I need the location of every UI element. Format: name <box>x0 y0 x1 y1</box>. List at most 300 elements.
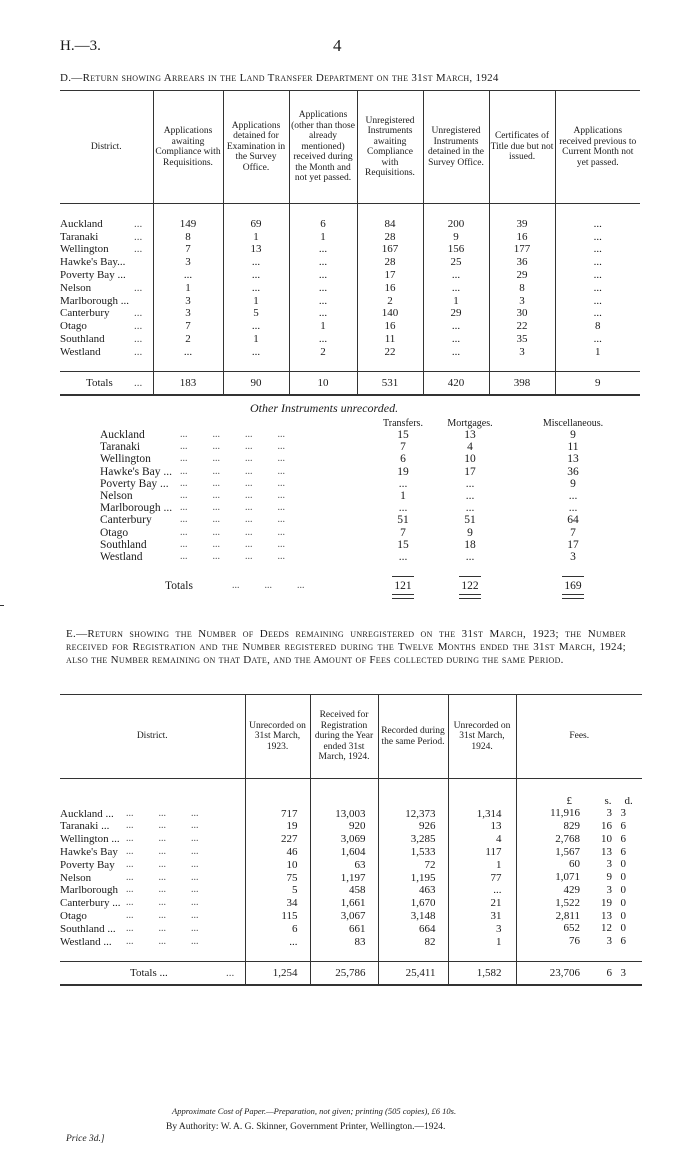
fee-pounds: 76 <box>569 935 580 948</box>
leader-dots: ... ... ... <box>126 910 199 922</box>
value-cell: 19 <box>245 820 310 833</box>
spacer-cell <box>245 948 310 961</box>
district-cell <box>60 320 153 333</box>
table-row <box>60 935 642 948</box>
leader-dots: ... <box>134 230 143 243</box>
leader-dots: ... ... ... ... <box>180 526 285 538</box>
value-cell: 46 <box>245 846 310 859</box>
district-cell <box>60 833 245 846</box>
value-cell: 156 <box>423 243 489 256</box>
value-cell: 117 <box>448 846 516 859</box>
value-cell: 1 <box>153 281 223 294</box>
other-value: 3 <box>570 551 576 563</box>
spacer-cell <box>223 358 289 371</box>
other-value: 15 <box>397 429 409 441</box>
leader-dots: ... ... ... ... <box>180 477 285 489</box>
leader-dots: ... ... ... <box>126 935 199 947</box>
value-cell: 21 <box>448 897 516 910</box>
value-cell: 28 <box>357 256 423 269</box>
double-rule <box>562 594 584 595</box>
document-code: H.—3. <box>60 38 101 54</box>
fee-pence: 0 <box>620 896 626 909</box>
cost-note: Approximate Cost of Paper.—Preparation, not given; printing (505 copies), £6 10s. <box>172 1106 457 1116</box>
value-cell: 36 <box>489 256 555 269</box>
other-total: 169 <box>564 580 582 592</box>
value-cell: ... <box>289 281 357 294</box>
total-cell: 10 <box>289 372 357 396</box>
value-cell: 8 <box>489 281 555 294</box>
total-cell: 531 <box>357 372 423 396</box>
value-cell: 13 <box>223 243 289 256</box>
value-cell: 29 <box>489 269 555 282</box>
other-value: 10 <box>464 453 476 466</box>
value-cell: 661 <box>310 922 378 935</box>
fee-pounds: 1,522 <box>555 896 580 909</box>
value-cell: ... <box>289 256 357 269</box>
value-cell: 6 <box>245 922 310 935</box>
district-name: Taranaki ... <box>60 820 110 833</box>
value-cell: 35 <box>489 333 555 346</box>
other-value: ... <box>465 490 475 502</box>
value-cell: ... <box>555 269 640 282</box>
district-name: Auckland <box>60 217 103 230</box>
spacer-cell <box>289 204 357 218</box>
section-e-title: E.—Return showing the Number of Deeds remaining unregistered on the 31st March, 1923; the Number received for Registration and the Number registered during the Twelve Months ended the 31st March, 1924; also the Number remaining on that Date, and the Amount of Fees collected during the same Period. <box>66 628 626 666</box>
other-district: Marlborough ... <box>100 502 173 515</box>
other-district: Poverty Bay ... <box>100 477 169 490</box>
deeds-header-row <box>60 695 642 779</box>
value-cell: 29 <box>423 307 489 320</box>
value-cell: 30 <box>489 307 555 320</box>
district-cell <box>60 345 153 358</box>
table-row <box>60 307 640 320</box>
district-cell <box>60 858 245 871</box>
district-name: Otago <box>60 320 87 333</box>
district-cell <box>60 307 153 320</box>
total-cell: 183 <box>153 372 223 396</box>
totals-row <box>60 372 640 396</box>
table-row <box>60 281 640 294</box>
table-row <box>60 833 642 846</box>
value-cell: 75 <box>245 871 310 884</box>
arrears-table <box>60 90 640 396</box>
value-cell: 10 <box>245 858 310 871</box>
fee-pence: 0 <box>620 871 626 884</box>
double-rule <box>459 598 481 599</box>
district-cell <box>60 820 245 833</box>
value-cell: ... <box>448 884 516 897</box>
value-cell: 13 <box>448 820 516 833</box>
spacer-cell <box>357 204 423 218</box>
leader-dots: ... ... ... ... <box>180 514 285 526</box>
value-cell: 1,195 <box>378 871 448 884</box>
totals-label-cell <box>60 372 153 396</box>
fee-shillings: 10 <box>601 832 612 845</box>
value-cell: 3,148 <box>378 910 448 923</box>
value-cell: 3 <box>489 345 555 358</box>
authority-line: By Authority: W. A. G. Skinner, Government Printer, Wellington.—1924. <box>166 1122 446 1132</box>
table-row <box>60 230 640 243</box>
spacer-cell <box>153 204 223 218</box>
total-cell: 1,582 <box>448 961 516 985</box>
table-row <box>60 269 640 282</box>
leader-dots: ... ... ... ... <box>180 538 285 550</box>
fees-total-cell <box>516 961 642 985</box>
district-cell <box>60 230 153 243</box>
spacer-cell <box>60 358 153 371</box>
district-cell <box>60 935 245 948</box>
other-value: ... <box>568 502 578 515</box>
district-cell <box>60 897 245 910</box>
district-name: Canterbury ... <box>60 897 121 910</box>
value-cell: 664 <box>378 922 448 935</box>
value-cell: 3 <box>448 922 516 935</box>
value-cell: 84 <box>357 218 423 231</box>
value-cell: 167 <box>357 243 423 256</box>
spacer-row <box>60 358 640 371</box>
other-instruments-title: Other Instruments unrecorded. <box>250 401 399 415</box>
value-cell: 7 <box>153 243 223 256</box>
table-row <box>60 345 640 358</box>
spacer-cell <box>516 779 642 795</box>
value-cell: 1,314 <box>448 807 516 820</box>
spacer-cell <box>448 779 516 795</box>
other-value: ... <box>568 490 578 502</box>
value-cell: 2 <box>357 294 423 307</box>
spacer-cell <box>423 358 489 371</box>
district-name: Marlborough <box>60 884 119 897</box>
deeds-col-header: Unrecorded on 31st March, 1923. <box>245 695 310 779</box>
value-cell: 115 <box>245 910 310 923</box>
fee-shillings: 16 <box>601 820 612 833</box>
deeds-col-header: Fees. <box>516 695 642 779</box>
value-cell: 2 <box>153 333 223 346</box>
value-cell: 8 <box>555 320 640 333</box>
fee-pounds: 2,811 <box>555 909 580 922</box>
section-d-title: D.—Return showing Arrears in the Land Transfer Department on the 31st March, 1924 <box>60 72 499 84</box>
other-value: 19 <box>397 465 409 478</box>
value-cell: 83 <box>310 935 378 948</box>
leader-dots: ... <box>134 281 143 294</box>
spacer-cell <box>378 779 448 795</box>
fee-pounds: 1,567 <box>555 845 580 858</box>
value-cell: 1 <box>223 294 289 307</box>
value-cell: ... <box>223 269 289 282</box>
fee-unit: s. <box>604 794 612 807</box>
value-cell: 3 <box>489 294 555 307</box>
value-cell: 22 <box>489 320 555 333</box>
value-cell: 7 <box>153 320 223 333</box>
fees-cell <box>516 858 642 871</box>
spacer-cell <box>223 204 289 218</box>
value-cell: 11 <box>357 333 423 346</box>
district-name: Auckland ... <box>60 807 114 820</box>
other-district: Nelson <box>100 490 133 502</box>
fee-pence: 6 <box>620 845 626 858</box>
arrears-col-header: Applications detained for Examination in the Survey Office. <box>223 91 289 204</box>
spacer-cell <box>555 358 640 371</box>
other-value: 7 <box>400 441 406 454</box>
district-cell <box>60 256 153 269</box>
spacer-cell <box>60 948 245 961</box>
value-cell: ... <box>289 269 357 282</box>
other-value: 51 <box>464 514 476 527</box>
value-cell: ... <box>153 345 223 358</box>
other-value: 7 <box>400 526 406 539</box>
value-cell: 31 <box>448 910 516 923</box>
sum-rule <box>562 576 584 577</box>
leader-dots: ... ... ... <box>126 833 199 845</box>
spacer-cell <box>310 948 378 961</box>
spacer-row <box>60 204 640 218</box>
other-col-header: Mortgages. <box>447 418 493 429</box>
value-cell: 5 <box>245 884 310 897</box>
other-value: 11 <box>567 441 579 454</box>
fee-pence: 0 <box>620 858 626 871</box>
other-district: Otago <box>100 526 129 539</box>
value-cell: 717 <box>245 807 310 820</box>
arrears-col-header: Applications received previous to Current Month not yet passed. <box>555 91 640 204</box>
other-value: 4 <box>467 441 473 454</box>
fee-pence: 0 <box>620 909 626 922</box>
empty-cell <box>448 795 516 808</box>
fees-cell <box>516 820 642 833</box>
value-cell: 1 <box>289 320 357 333</box>
arrears-header-row <box>60 91 640 204</box>
spacer-cell <box>448 948 516 961</box>
leader-dots: ... <box>134 345 143 358</box>
spacer-cell <box>357 358 423 371</box>
value-cell: 3,067 <box>310 910 378 923</box>
other-value: ... <box>465 477 475 490</box>
other-value: ... <box>465 551 475 563</box>
value-cell: 72 <box>378 858 448 871</box>
value-cell: 16 <box>357 320 423 333</box>
value-cell: 1 <box>555 345 640 358</box>
other-value: ... <box>465 502 475 515</box>
district-cell <box>60 807 245 820</box>
sum-rule <box>459 576 481 577</box>
value-cell: 28 <box>357 230 423 243</box>
value-cell: ... <box>423 320 489 333</box>
value-cell: 1 <box>448 858 516 871</box>
other-value: 9 <box>467 526 473 539</box>
value-cell: 2 <box>289 345 357 358</box>
other-totals-label: Totals <box>165 580 193 592</box>
value-cell: ... <box>289 243 357 256</box>
other-value: 17 <box>567 538 579 551</box>
deeds-col-header: Unrecorded on 31st March, 1924. <box>448 695 516 779</box>
spacer-cell <box>60 204 153 218</box>
fee-pounds: 829 <box>563 820 580 833</box>
leader-dots: ... ... ... <box>232 580 305 591</box>
value-cell: 177 <box>489 243 555 256</box>
arrears-col-header: Applications awaiting Compliance with Requisitions. <box>153 91 223 204</box>
value-cell: 39 <box>489 218 555 231</box>
spacer-cell <box>555 204 640 218</box>
value-cell: ... <box>289 294 357 307</box>
empty-cell <box>245 795 310 808</box>
arrears-col-header: District. <box>90 141 122 152</box>
other-value: 64 <box>567 514 579 527</box>
value-cell: 3 <box>153 256 223 269</box>
district-cell <box>60 218 153 231</box>
fees-cell <box>516 922 642 935</box>
empty-cell <box>310 795 378 808</box>
table-row <box>60 256 640 269</box>
district-cell <box>60 922 245 935</box>
value-cell: ... <box>153 269 223 282</box>
leader-dots: ... <box>134 320 143 333</box>
district-name: Marlborough ... <box>60 294 130 307</box>
other-value: 9 <box>570 477 576 490</box>
value-cell: 12,373 <box>378 807 448 820</box>
value-cell: ... <box>423 345 489 358</box>
value-cell: ... <box>289 333 357 346</box>
district-cell <box>60 871 245 884</box>
fees-cell <box>516 884 642 897</box>
table-row <box>60 846 642 859</box>
page-number: 4 <box>333 36 342 55</box>
value-cell: 1 <box>223 230 289 243</box>
value-cell: ... <box>223 256 289 269</box>
other-value: 1 <box>400 490 406 502</box>
other-value: 9 <box>570 429 576 441</box>
leader-dots: ... <box>134 217 143 230</box>
value-cell: 6 <box>289 218 357 231</box>
totals-label-cell <box>60 961 245 985</box>
other-col-header: Miscellaneous. <box>542 418 604 429</box>
other-district: Taranaki <box>100 441 141 454</box>
value-cell: 16 <box>357 281 423 294</box>
value-cell: ... <box>423 333 489 346</box>
fee-unit: d. <box>624 794 633 807</box>
district-name: Poverty Bay <box>60 858 115 871</box>
empty-cell <box>60 795 245 808</box>
district-name: Westland ... <box>60 935 112 948</box>
district-name: Southland <box>60 333 105 346</box>
total-cell: 398 <box>489 372 555 396</box>
leader-dots: ... ... ... ... <box>180 453 285 465</box>
district-cell <box>60 333 153 346</box>
other-value: 18 <box>464 538 476 551</box>
table-row <box>60 884 642 897</box>
value-cell: 5 <box>223 307 289 320</box>
value-cell: 149 <box>153 218 223 231</box>
value-cell: 69 <box>223 218 289 231</box>
arrears-body <box>60 204 640 396</box>
fee-pence: 6 <box>620 832 626 845</box>
fees-cell <box>516 871 642 884</box>
value-cell: 227 <box>245 833 310 846</box>
value-cell: ... <box>555 294 640 307</box>
fee-pence: 3 <box>620 966 626 979</box>
leader-dots: ... ... ... ... <box>180 490 285 501</box>
spacer-cell <box>516 948 642 961</box>
value-cell: 1,197 <box>310 871 378 884</box>
other-value: 51 <box>397 514 409 527</box>
sum-rule <box>392 576 414 577</box>
fee-shillings: 19 <box>601 896 612 909</box>
table-row <box>60 820 642 833</box>
other-district: Southland <box>100 538 147 551</box>
leader-dots: ... ... ... ... <box>180 502 285 514</box>
spacer-cell <box>423 204 489 218</box>
table-row <box>60 218 640 231</box>
fee-units-row <box>60 795 642 808</box>
other-district: Westland <box>100 551 143 563</box>
other-total: 122 <box>461 580 479 592</box>
value-cell: ... <box>223 281 289 294</box>
district-cell <box>60 910 245 923</box>
totals-row <box>60 961 642 985</box>
value-cell: 8 <box>153 230 223 243</box>
leader-dots: ... ... ... <box>126 897 199 909</box>
fee-pounds: 11,916 <box>550 807 580 820</box>
deeds-table <box>60 694 642 986</box>
other-total: 121 <box>394 580 412 592</box>
fee-pence: 0 <box>620 884 626 897</box>
fee-shillings: 9 <box>606 871 612 884</box>
value-cell: 3,069 <box>310 833 378 846</box>
value-cell: 82 <box>378 935 448 948</box>
fee-shillings: 3 <box>606 935 612 948</box>
double-rule <box>392 594 414 595</box>
district-name: Hawke's Bay <box>60 846 118 859</box>
fee-pence: 0 <box>620 922 626 935</box>
value-cell: ... <box>555 243 640 256</box>
fee-pounds: 23,706 <box>549 966 580 979</box>
value-cell: 458 <box>310 884 378 897</box>
fee-unit: £ <box>566 794 572 807</box>
value-cell: ... <box>223 320 289 333</box>
double-rule <box>459 594 481 595</box>
leader-dots: ... <box>134 377 143 390</box>
value-cell: ... <box>555 256 640 269</box>
leader-dots: ... ... ... <box>126 884 199 896</box>
total-cell: 25,786 <box>310 961 378 985</box>
district-name: Taranaki <box>60 230 99 243</box>
arrears-col-header: Applications (other than those already mentioned) received during the Month and not yet passed. <box>289 91 357 204</box>
leader-dots: ... ... ... <box>126 820 199 832</box>
value-cell: 3,285 <box>378 833 448 846</box>
table-row <box>60 320 640 333</box>
district-cell <box>60 294 153 307</box>
fee-shillings: 13 <box>601 909 612 922</box>
value-cell: 22 <box>357 345 423 358</box>
value-cell: ... <box>555 307 640 320</box>
value-cell: ... <box>555 230 640 243</box>
district-name: Wellington ... <box>60 833 120 846</box>
fees-cell <box>516 846 642 859</box>
totals-label: Totals <box>86 377 113 390</box>
district-name: Wellington <box>60 243 109 256</box>
other-value: 7 <box>570 526 576 539</box>
leader-dots: ... ... ... <box>126 922 199 934</box>
value-cell: 16 <box>489 230 555 243</box>
leader-dots: ... ... ... ... <box>180 465 285 477</box>
other-district: Hawke's Bay ... <box>100 465 173 478</box>
value-cell: ... <box>423 281 489 294</box>
value-cell: 140 <box>357 307 423 320</box>
value-cell: ... <box>245 935 310 948</box>
margin-mark <box>0 605 4 606</box>
district-cell <box>60 281 153 294</box>
fee-shillings: 3 <box>606 884 612 897</box>
fees-cell <box>516 910 642 923</box>
double-rule <box>562 598 584 599</box>
table-row <box>60 910 642 923</box>
